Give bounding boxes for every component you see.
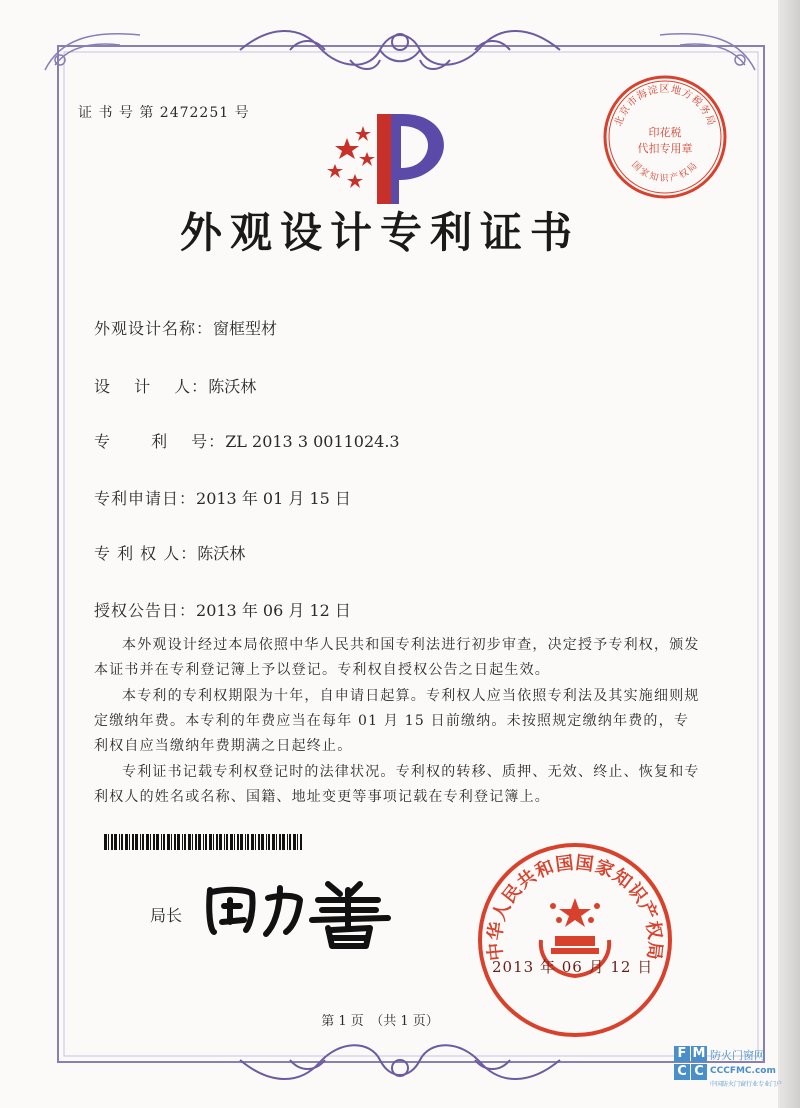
field-label: 专 利 权 人： [94, 544, 198, 563]
svg-text:国家知识产权局 [629, 159, 701, 184]
watermark-site: CCCFMC.com [710, 1066, 776, 1076]
certificate-title: 外观设计专利证书 [179, 208, 580, 257]
field-value: 2013 年 01 月 15 日 [196, 489, 351, 508]
page-edge-shadow [778, 0, 800, 1108]
tax-stamp-line-1: 印花税 [648, 126, 682, 139]
watermark-tagline: 中国防火门窗行业专业门户 [710, 1081, 783, 1088]
watermark-letter: F [674, 1046, 690, 1062]
top-left-corner-ornament-icon [40, 20, 160, 80]
field-label: 专 利 号： [94, 432, 226, 451]
body-paragraph-1: 本外观设计经过本局依照中华人民共和国专利法进行初步审查，决定授予专利权，颁发本证书并在专利登记簿上予以登记。专利权自授权公告之日起生效。 [94, 637, 700, 678]
tax-stamp-seal-icon [600, 72, 730, 202]
field-value: 陈沃林 [208, 377, 257, 396]
seal-arc-text: 中华人民共和国国家知识产权局 [484, 852, 666, 962]
watermark-letter: C [674, 1064, 690, 1080]
patent-office-logo-icon [325, 108, 465, 208]
watermark-letter: M [692, 1046, 706, 1061]
field-application-date [94, 486, 351, 509]
field-value: ZL 2013 3 0011024.3 [225, 432, 400, 451]
tax-stamp-arc-text: 北京市海淀区地方税务局 [613, 84, 717, 128]
watermark-letter: C [691, 1064, 707, 1080]
body-paragraph-2: 本专利的专利权期限为十年，自申请日起算。专利权人应当依照专利法及其实施细则规定缴纳年费。本专利的年费应当在每年 01 月 15 日前缴纳。未按照规定缴纳年费的，专利权自应当缴纳年费期满之日起终止。 [94, 688, 700, 754]
field-patent-number [94, 429, 400, 452]
seal-date: 2013 年 06 月 12 日 [492, 958, 654, 976]
field-value: 窗框型材 [213, 319, 278, 338]
page-number: 第 1 页 （共 1 页） [321, 1014, 439, 1029]
body-paragraph-3: 专利证书记载专利权登记时的法律状况。专利权的转移、质押、无效、终止、恢复和专利权人的姓名或名称、国籍、地址变更等事项记载在专利登记簿上。 [94, 764, 700, 805]
field-design-name [94, 316, 277, 339]
tax-stamp-line-2: 代扣专用章 [637, 142, 693, 155]
field-value: 2013 年 06 月 12 日 [196, 601, 351, 620]
director-signature [200, 870, 400, 950]
field-label: 外观设计名称： [94, 319, 214, 338]
barcode [104, 834, 304, 850]
certificate-body [94, 633, 704, 811]
field-label: 授权公告日： [94, 601, 197, 620]
tax-stamp-bottom-text: 国家知识产权局 [629, 159, 701, 185]
field-label: 专利申请日： [94, 489, 197, 508]
field-patentee [94, 541, 245, 564]
field-grant-date [94, 598, 351, 621]
field-designer [94, 374, 256, 397]
certificate-number: 证 书 号 第 2472251 号 [78, 105, 250, 121]
director-label: 局长 [150, 906, 183, 925]
field-value: 陈沃林 [197, 544, 246, 563]
top-ornament-icon [230, 20, 570, 80]
field-label: 设 计 人： [94, 377, 209, 396]
site-watermark [672, 1046, 790, 1102]
top-right-corner-ornament-icon [640, 20, 760, 80]
watermark-cn: 防火门窗网 [710, 1049, 765, 1062]
